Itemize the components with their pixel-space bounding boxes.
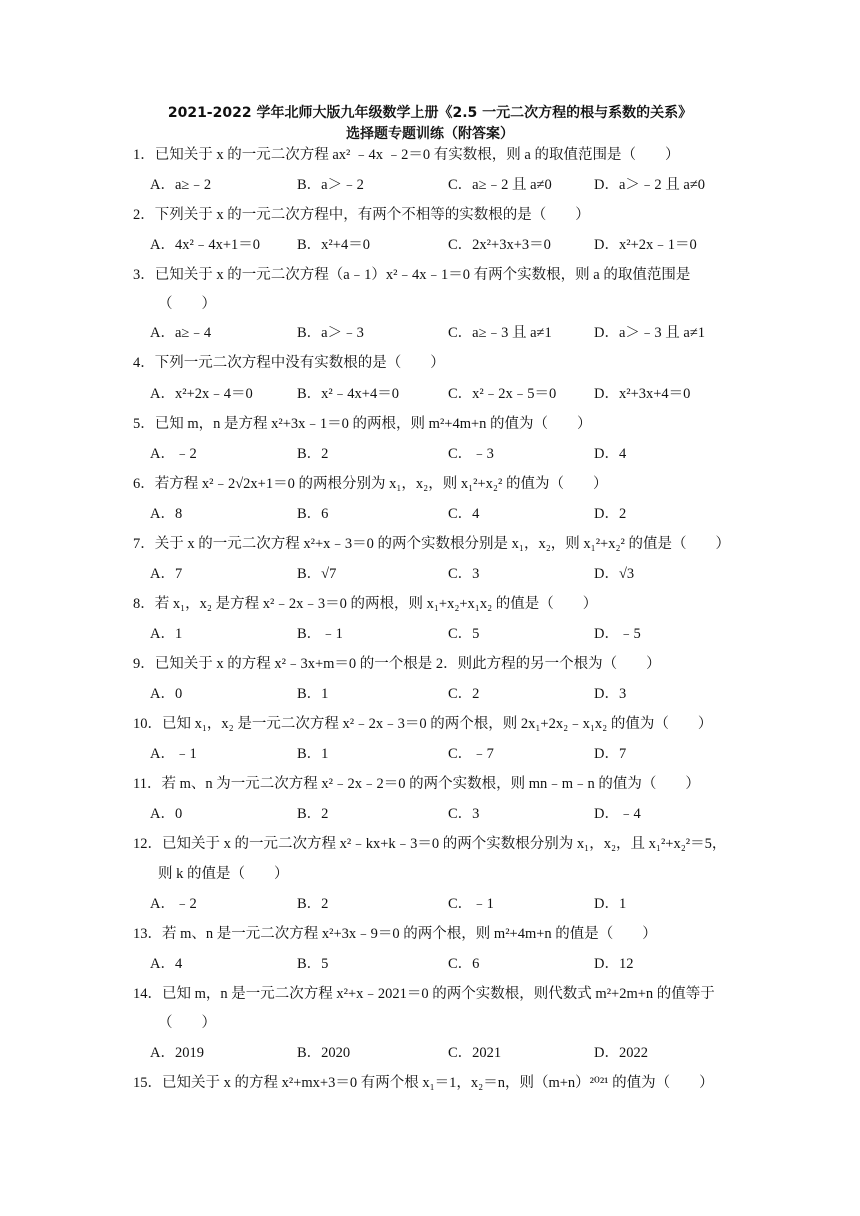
question-6-option-b: B．6 <box>297 506 329 522</box>
question-5-stem: 5．已知 m，n 是方程 x²+3x﹣1＝0 的两根，则 m²+4m+n 的值为（ ） <box>133 416 592 432</box>
question-12-option-b: B．2 <box>297 896 329 912</box>
question-4-option-c: C．x²﹣2x﹣5＝0 <box>448 386 557 402</box>
question-10-option-d: D．7 <box>594 746 627 762</box>
question-12-stem: 12．已知关于 x 的一元二次方程 x²﹣kx+k﹣3＝0 的两个实数根分别为 x₁，x₂，且 x₁²+x₂²＝5， <box>133 836 727 852</box>
question-11-option-a: A．0 <box>150 806 183 822</box>
question-8-option-a: A．1 <box>150 626 183 642</box>
question-11-option-b: B．2 <box>297 806 329 822</box>
question-7-option-c: C．3 <box>448 566 480 582</box>
question-12-option-c: C．﹣1 <box>448 896 494 912</box>
question-3-option-d: D．a＞﹣3 且 a≠1 <box>594 325 706 341</box>
question-14-option-d: D．2022 <box>594 1045 648 1061</box>
question-13-stem: 13．若 m、n 是一元二次方程 x²+3x﹣9＝0 的两个根，则 m²+4m+n 的值是（ ） <box>133 926 657 942</box>
question-3-option-b: B．a＞﹣3 <box>297 325 364 341</box>
question-14-option-a: A．2019 <box>150 1045 204 1061</box>
question-14-stem-continued: （ ） <box>158 1015 216 1031</box>
question-5-option-c: C．﹣3 <box>448 446 494 462</box>
question-5-option-d: D．4 <box>594 446 627 462</box>
question-1-option-b: B．a＞﹣2 <box>297 177 364 193</box>
question-15-stem: 15．已知关于 x 的方程 x²+mx+3＝0 有两个根 x₁＝1，x₂＝n，则（m+n）²⁰²¹ 的值为（ ） <box>133 1075 714 1091</box>
document-title: 2021-2022 学年北师大版九年级数学上册《2.5 一元二次方程的根与系数的关系》 <box>167 105 693 121</box>
question-5-option-b: B．2 <box>297 446 329 462</box>
question-13-option-d: D．12 <box>594 956 634 972</box>
question-9-stem: 9．已知关于 x 的方程 x²﹣3x+m＝0 的一个根是 2．则此方程的另一个根为（ ） <box>133 656 661 672</box>
question-11-option-d: D．﹣4 <box>594 806 641 822</box>
question-3-stem-continued: （ ） <box>158 296 216 312</box>
question-2-option-a: A．4x²﹣4x+1＝0 <box>150 237 260 253</box>
question-13-option-c: C．6 <box>448 956 480 972</box>
question-11-stem: 11．若 m、n 为一元二次方程 x²﹣2x﹣2＝0 的两个实数根，则 mn﹣m﹣n 的值为（ ） <box>133 776 700 792</box>
question-14-option-c: C．2021 <box>448 1045 502 1061</box>
question-9-option-b: B．1 <box>297 686 329 702</box>
question-4-option-a: A．x²+2x﹣4＝0 <box>150 386 253 402</box>
question-7-option-d: D．√3 <box>594 566 635 582</box>
question-13-option-b: B．5 <box>297 956 329 972</box>
question-2-option-b: B．x²+4＝0 <box>297 237 370 253</box>
question-11-option-c: C．3 <box>448 806 480 822</box>
question-9-option-a: A．0 <box>150 686 183 702</box>
question-12-option-d: D．1 <box>594 896 627 912</box>
question-4-option-b: B．x²﹣4x+4＝0 <box>297 386 399 402</box>
question-1-option-d: D．a＞﹣2 且 a≠0 <box>594 177 706 193</box>
question-2-stem: 2．下列关于 x 的一元二次方程中，有两个不相等的实数根的是（ ） <box>133 207 590 223</box>
question-4-stem: 4．下列一元二次方程中没有实数根的是（ ） <box>133 355 445 371</box>
question-2-option-c: C．2x²+3x+3＝0 <box>448 237 551 253</box>
question-10-stem: 10．已知 x₁，x₂ 是一元二次方程 x²﹣2x﹣3＝0 的两个根，则 2x₁+2x₂﹣x₁x₂ 的值为（ ） <box>133 716 713 732</box>
question-6-option-a: A．8 <box>150 506 183 522</box>
question-4-option-d: D．x²+3x+4＝0 <box>594 386 691 402</box>
question-3-stem: 3．已知关于 x 的一元二次方程（a﹣1）x²﹣4x﹣1＝0 有两个实数根，则 a 的取值范围是 <box>133 267 691 283</box>
question-14-option-b: B．2020 <box>297 1045 351 1061</box>
question-8-option-d: D．﹣5 <box>594 626 641 642</box>
question-13-option-a: A．4 <box>150 956 183 972</box>
question-5-option-a: A．﹣2 <box>150 446 197 462</box>
question-7-option-b: B．√7 <box>297 566 337 582</box>
question-12-option-a: A．﹣2 <box>150 896 197 912</box>
question-14-stem: 14．已知 m，n 是一元二次方程 x²+x﹣2021＝0 的两个实数根，则代数式 m²+2m+n 的值等于 <box>133 986 715 1002</box>
question-8-option-c: C．5 <box>448 626 480 642</box>
question-1-option-a: A．a≥﹣2 <box>150 177 212 193</box>
question-1-stem: 1．已知关于 x 的一元二次方程 ax² ﹣4x ﹣2＝0 有实数根，则 a 的取值范围是（ ） <box>133 147 680 163</box>
question-10-option-c: C．﹣7 <box>448 746 494 762</box>
question-6-option-c: C．4 <box>448 506 480 522</box>
question-3-option-a: A．a≥﹣4 <box>150 325 212 341</box>
question-9-option-c: C．2 <box>448 686 480 702</box>
question-10-option-b: B．1 <box>297 746 329 762</box>
question-10-option-a: A．﹣1 <box>150 746 197 762</box>
question-12-stem-continued: 则 k 的值是（ ） <box>158 866 289 882</box>
document-subtitle: 选择题专题训练（附答案） <box>346 126 514 142</box>
question-7-option-a: A．7 <box>150 566 183 582</box>
question-2-option-d: D．x²+2x﹣1＝0 <box>594 237 697 253</box>
question-8-option-b: B．﹣1 <box>297 626 343 642</box>
question-1-option-c: C．a≥﹣2 且 a≠0 <box>448 177 552 193</box>
question-3-option-c: C．a≥﹣3 且 a≠1 <box>448 325 552 341</box>
question-9-option-d: D．3 <box>594 686 627 702</box>
question-6-option-d: D．2 <box>594 506 627 522</box>
question-7-stem: 7．关于 x 的一元二次方程 x²+x﹣3＝0 的两个实数根分别是 x₁，x₂，则 x₁²+x₂² 的值是（ ） <box>133 536 730 552</box>
question-6-stem: 6．若方程 x²﹣2√2x+1＝0 的两根分别为 x₁，x₂，则 x₁²+x₂² 的值为（ ） <box>133 476 608 492</box>
question-8-stem: 8．若 x₁，x₂ 是方程 x²﹣2x﹣3＝0 的两根，则 x₁+x₂+x₁x₂ 的值是（ ） <box>133 596 598 612</box>
